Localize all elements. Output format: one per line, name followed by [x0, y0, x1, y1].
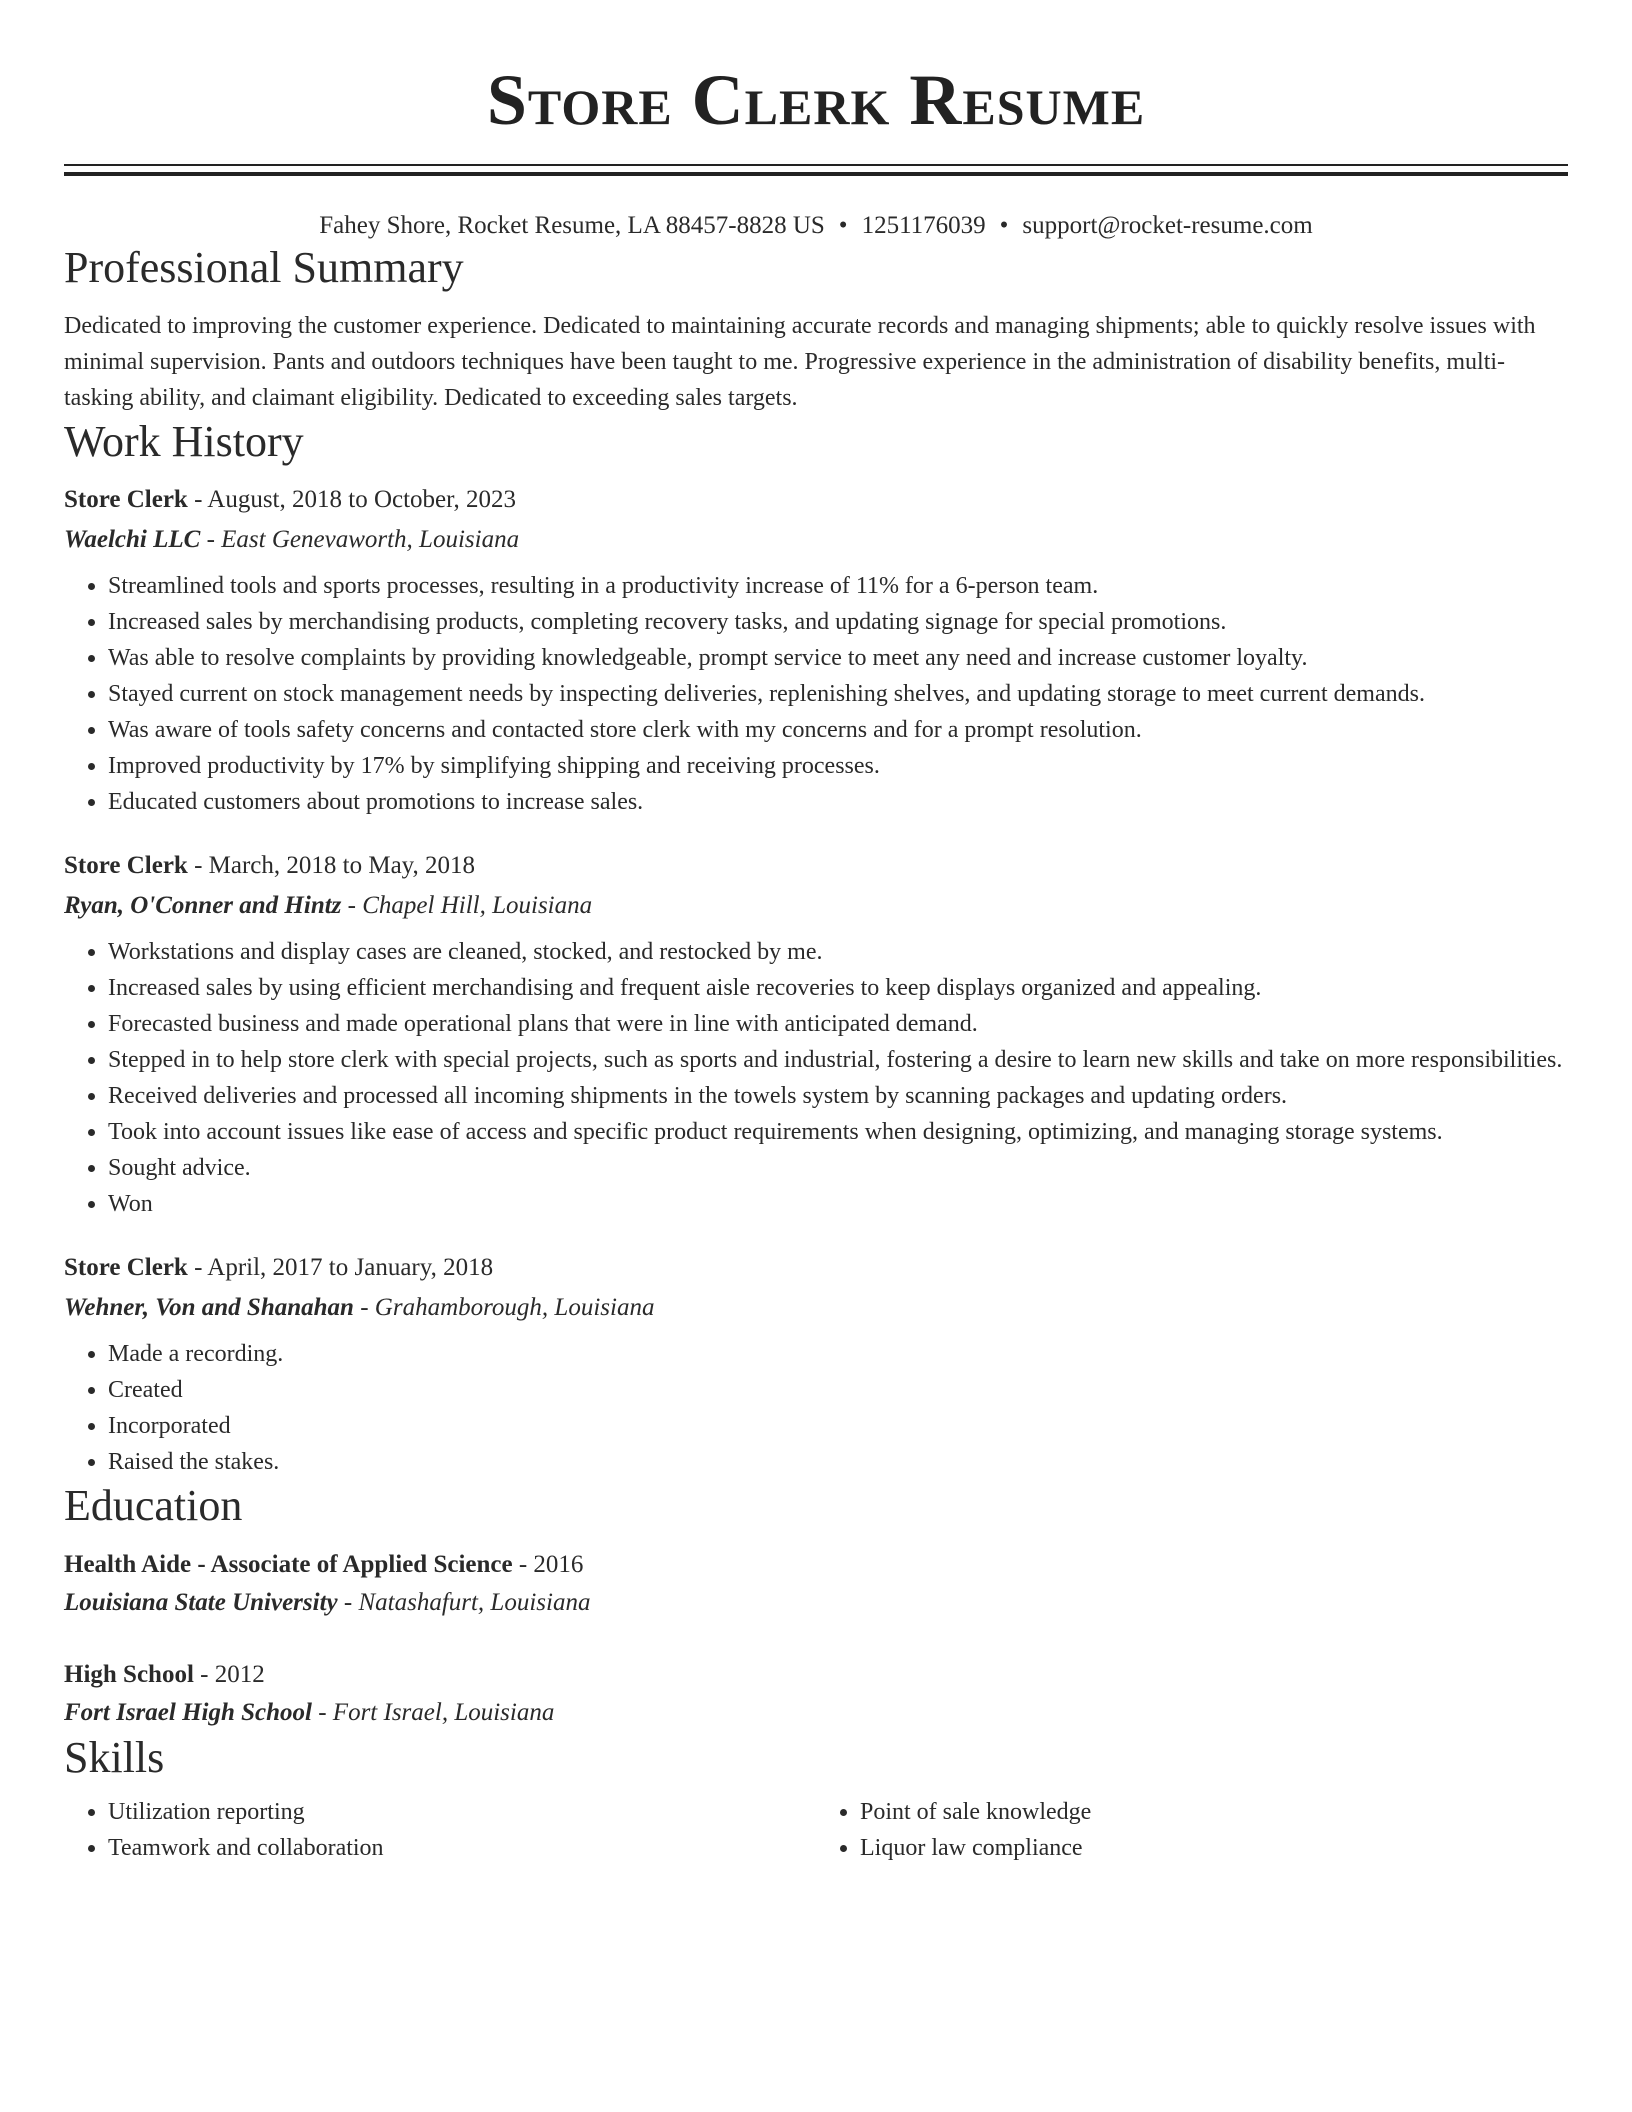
job-location: - Chapel Hill, Louisiana	[341, 892, 593, 919]
job-entry	[64, 1248, 1568, 1480]
skill-item: • Utilization reporting	[108, 1794, 816, 1830]
job-company: Ryan, O'Conner and Hintz	[64, 892, 342, 919]
job-title-line	[64, 846, 1568, 886]
job-bullet: • Won	[108, 1186, 1568, 1222]
job-bullet: • Raised the stakes.	[108, 1444, 1568, 1480]
contact-separator: •	[999, 212, 1009, 239]
job-bullet: • Was aware of tools safety concerns and contacted store clerk with my concerns and for a prompt resolution.	[108, 712, 1568, 748]
skill-item: • Point of sale knowledge	[860, 1794, 1568, 1830]
job-dates: - March, 2018 to May, 2018	[187, 852, 476, 879]
job-location: - East Genevaworth, Louisiana	[200, 526, 520, 553]
job-dates: - August, 2018 to October, 2023	[187, 486, 516, 513]
job-bullet: • Increased sales by using efficient merchandising and frequent aisle recoveries to keep displays organized and appealing.	[108, 970, 1568, 1006]
contact-email: support@rocket-resume.com	[1022, 212, 1313, 239]
job-company-line	[64, 1288, 1568, 1328]
job-title: Store Clerk	[64, 1254, 188, 1281]
job-company: Wehner, Von and Shanahan	[64, 1294, 354, 1321]
education-location: - Fort Israel, Louisiana	[311, 1699, 555, 1726]
job-title-line	[64, 1248, 1568, 1288]
education-school: Fort Israel High School	[64, 1699, 312, 1726]
job-bullet: • Stepped in to help store clerk with special projects, such as sports and industrial, fostering a desire to learn new skills and take on more responsibilities.	[108, 1042, 1568, 1078]
job-bullet: • Took into account issues like ease of access and specific product requirements when designing, optimizing, and managing storage systems.	[108, 1114, 1568, 1150]
skills-heading: Skills	[64, 1733, 165, 1782]
job-bullet: • Workstations and display cases are cleaned, stocked, and restocked by me.	[108, 934, 1568, 970]
education-degree: High School	[64, 1661, 194, 1688]
education-degree-line	[64, 1546, 1568, 1584]
job-bullet: • Made a recording.	[108, 1336, 1568, 1372]
title-divider-thin	[64, 164, 1568, 166]
job-entry	[64, 846, 1568, 1222]
contact-separator: •	[838, 212, 848, 239]
job-bullets	[64, 1336, 1568, 1480]
education-heading: Education	[64, 1481, 243, 1530]
job-bullets	[64, 934, 1568, 1222]
job-bullet: • Created	[108, 1372, 1568, 1408]
education-school: Louisiana State University	[64, 1589, 338, 1616]
contact-address: Fahey Shore, Rocket Resume, LA 88457-8828 US	[319, 212, 825, 239]
work-history-heading: Work History	[64, 417, 304, 466]
job-title: Store Clerk	[64, 486, 188, 513]
education-entry	[64, 1546, 1568, 1622]
skill-item: • Teamwork and collaboration	[108, 1830, 816, 1866]
job-company-line	[64, 886, 1568, 926]
resume-title: Store Clerk Resume	[486, 60, 1146, 140]
job-company-line	[64, 520, 1568, 560]
job-company: Waelchi LLC	[64, 526, 201, 553]
summary-heading: Professional Summary	[64, 243, 464, 292]
job-title: Store Clerk	[64, 852, 188, 879]
job-bullets	[64, 568, 1568, 820]
skill-item: • Liquor law compliance	[860, 1830, 1568, 1866]
job-bullet: • Educated customers about promotions to increase sales.	[108, 784, 1568, 820]
job-location: - Grahamborough, Louisiana	[353, 1294, 655, 1321]
contact-line	[64, 210, 1568, 242]
education-entry	[64, 1656, 1568, 1732]
job-title-line	[64, 480, 1568, 520]
education-year: - 2016	[512, 1551, 584, 1578]
job-bullet: • Increased sales by merchandising products, completing recovery tasks, and updating signage for special promotions.	[108, 604, 1568, 640]
skills-column-left	[64, 1794, 816, 1866]
title-divider-thick	[64, 172, 1568, 176]
job-bullet: • Stayed current on stock management needs by inspecting deliveries, replenishing shelves, and updating storage to meet current demands.	[108, 676, 1568, 712]
job-entry	[64, 480, 1568, 820]
job-dates: - April, 2017 to January, 2018	[187, 1254, 494, 1281]
skills-list	[64, 1794, 1568, 1866]
job-bullet: • Incorporated	[108, 1408, 1568, 1444]
job-bullet: • Improved productivity by 17% by simplifying shipping and receiving processes.	[108, 748, 1568, 784]
job-bullet: • Streamlined tools and sports processes, resulting in a productivity increase of 11% for a 6-person team.	[108, 568, 1568, 604]
education-school-line	[64, 1584, 1568, 1622]
education-degree-line	[64, 1656, 1568, 1694]
education-location: - Natashafurt, Louisiana	[337, 1589, 591, 1616]
education-year: - 2012	[193, 1661, 265, 1688]
contact-phone: 1251176039	[861, 212, 986, 239]
summary-text: Dedicated to improving the customer experience. Dedicated to maintaining accurate records and managing shipments; able to quickly resolve issues with minimal supervision. Pants and outdoors techniques have been taught to me. Progressive experience in the administration of disability benefits, multi-tasking ability, and claimant eligibility. Dedicated to exceeding sales targets.	[64, 313, 1536, 411]
education-school-line	[64, 1694, 1568, 1732]
job-bullet: • Was able to resolve complaints by providing knowledgeable, prompt service to meet any need and increase customer loyalty.	[108, 640, 1568, 676]
job-bullet: • Received deliveries and processed all incoming shipments in the towels system by scanning packages and updating orders.	[108, 1078, 1568, 1114]
job-bullet: • Forecasted business and made operational plans that were in line with anticipated demand.	[108, 1006, 1568, 1042]
job-bullet: • Sought advice.	[108, 1150, 1568, 1186]
skills-column-right	[816, 1794, 1568, 1866]
education-degree: Health Aide - Associate of Applied Science	[64, 1551, 513, 1578]
